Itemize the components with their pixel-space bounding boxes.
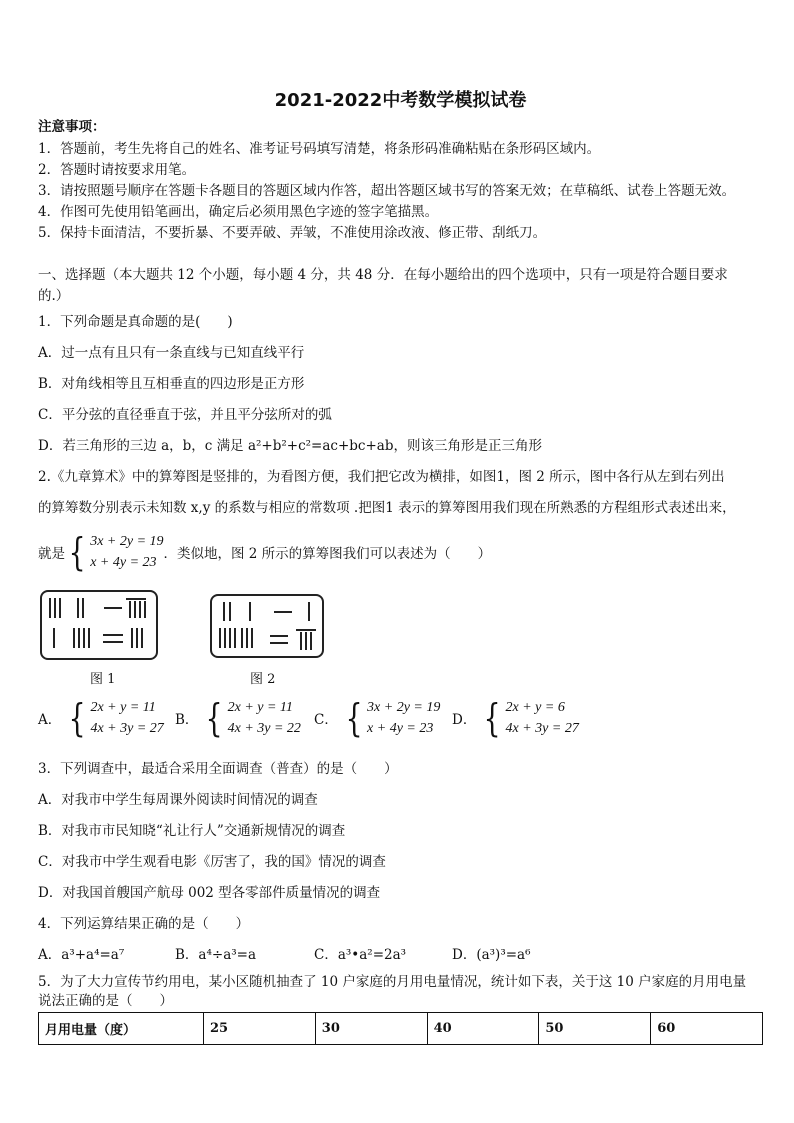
option-eq2: 4x + 3y = 27 [505, 721, 579, 736]
electricity-usage-table [38, 1012, 763, 1045]
option-label: D． [452, 712, 477, 728]
q2-example-system [65, 531, 164, 573]
option-eq2: 4x + 3y = 27 [90, 721, 164, 736]
q1-option-d: D．若三角形的三边 a，b，c 满足 a²+b²+c²=ac+bc+ab，则该三角形是正三角形 [38, 438, 542, 454]
notice-item-3: 3．请按照题号顺序在答题卡各题目的答题区域内作答，超出答题区域书写的答案无效；在草稿纸、试卷上答题无效。 [38, 183, 736, 199]
notice-item-5: 5．保持卡面清洁，不要折暴、不要弄破、弄皱，不准使用涂改液、修正带、刮纸刀。 [38, 225, 547, 241]
brace-symbol: { [345, 696, 363, 740]
q5-line2: 说法正确的是（ ） [38, 993, 173, 1009]
notice-item-2: 2．答题时请按要求用笔。 [38, 162, 196, 178]
option-eq2: 4x + 3y = 22 [227, 721, 301, 736]
q2-example-eq1: 3x + 2y = 19 [90, 534, 164, 549]
notice-item-4: 4．作图可先使用铅笔画出，确定后必须用黑色字迹的签字笔描黑。 [38, 204, 439, 220]
q1-stem: 1．下列命题是真命题的是( ) [38, 314, 233, 330]
option-label: A． [38, 712, 62, 728]
figure-2-rods [220, 602, 316, 650]
q1-option-c: C．平分弦的直径垂直于弦，并且平分弦所对的弧 [38, 407, 332, 423]
q2-option-b[interactable] [175, 697, 301, 739]
section-heading-line2: 的.） [38, 288, 70, 304]
q5-line1: 5．为了大力宣传节约用电，某小区随机抽查了 10 户家庭的月用电量情况，统计如下表，关于这 10 户家庭的月用电量 [38, 974, 747, 990]
q3-option-a: A．对我市中学生每周课外阅读时间情况的调查 [38, 792, 318, 808]
q4-option-d: D．(a³)³=a⁶ [452, 947, 531, 963]
figure-1-caption: 图 1 [90, 672, 116, 687]
counting-rod-figure-2 [210, 594, 324, 658]
q2-example-eq2: x + 4y = 23 [90, 555, 157, 570]
notice-item-1: 1．答题前，考生先将自己的姓名、准考证号码填写清楚，将条形码准确粘贴在条形码区域内。 [38, 141, 601, 157]
option-label: C． [314, 712, 338, 728]
q4-option-b: B．a⁴÷a³=a [175, 947, 257, 963]
figure-2-caption: 图 2 [250, 672, 276, 687]
table-cell: 40 [427, 1013, 539, 1045]
q2-option-d[interactable] [452, 697, 579, 739]
brace-symbol: { [68, 530, 86, 574]
table-cell: 30 [315, 1013, 427, 1045]
option-eq1: 3x + 2y = 19 [367, 700, 441, 715]
option-eq1: 2x + y = 6 [505, 700, 565, 715]
q4-option-a: A．a³+a⁴=a⁷ [38, 947, 125, 963]
option-eq2: x + 4y = 23 [367, 721, 434, 736]
page-title: 2021-2022中考数学模拟试卷 [274, 90, 527, 111]
q3-option-b: B．对我市市民知晓“礼让行人”交通新规情况的调查 [38, 823, 346, 839]
figure-1-rods [50, 598, 146, 648]
option-eq1: 2x + y = 11 [227, 700, 293, 715]
brace-symbol: { [206, 696, 223, 740]
brace-symbol: { [68, 696, 86, 740]
notice-heading: 注意事项： [38, 119, 106, 135]
table-cell: 25 [204, 1013, 316, 1045]
brace-symbol: { [483, 696, 501, 740]
q2-line1: 2.《九章算术》中的算筹图是竖排的，为看图方便，我们把它改为横排，如图1，图 2 所示，图中各行从左到右列出 [38, 469, 725, 485]
q1-option-b: B．对角线相等且互相垂直的四边形是正方形 [38, 376, 305, 392]
option-eq1: 2x + y = 11 [90, 700, 156, 715]
table-cell: 60 [651, 1013, 763, 1045]
q2-option-a[interactable] [38, 697, 164, 739]
q2-line3-prefix: 就是 [38, 546, 65, 562]
q2-line2: 的算筹数分别表示未知数 x,y 的系数与相应的常数项 .把图1 表示的算筹图用我们现在所熟悉的方程组形式表述出来， [38, 500, 736, 516]
table-row [39, 1013, 763, 1045]
section-heading-line1: 一、选择题（本大题共 12 个小题，每小题 4 分，共 48 分．在每小题给出的四个选项中，只有一项是符合题目要求 [38, 267, 728, 283]
q4-option-c: C．a³•a²=2a³ [314, 947, 407, 963]
q4-stem: 4．下列运算结果正确的是（ ） [38, 916, 250, 932]
table-header-cell: 月用电量（度） [39, 1013, 204, 1045]
option-label: B． [175, 712, 199, 728]
q3-stem: 3．下列调查中，最适合采用全面调查（普查）的是（ ） [38, 761, 398, 777]
q3-option-d: D．对我国首艘国产航母 002 型各零部件质量情况的调查 [38, 885, 381, 901]
q2-line3 [38, 531, 491, 573]
counting-rod-figure-1 [40, 590, 158, 660]
q3-option-c: C．对我市中学生观看电影《厉害了，我的国》情况的调查 [38, 854, 386, 870]
q1-option-a: A．过一点有且只有一条直线与已知直线平行 [38, 345, 305, 361]
q2-option-c[interactable] [314, 697, 440, 739]
table-cell: 50 [539, 1013, 651, 1045]
q2-line3-suffix: ．类似地，图 2 所示的算筹图我们可以表述为（ ） [163, 546, 492, 562]
